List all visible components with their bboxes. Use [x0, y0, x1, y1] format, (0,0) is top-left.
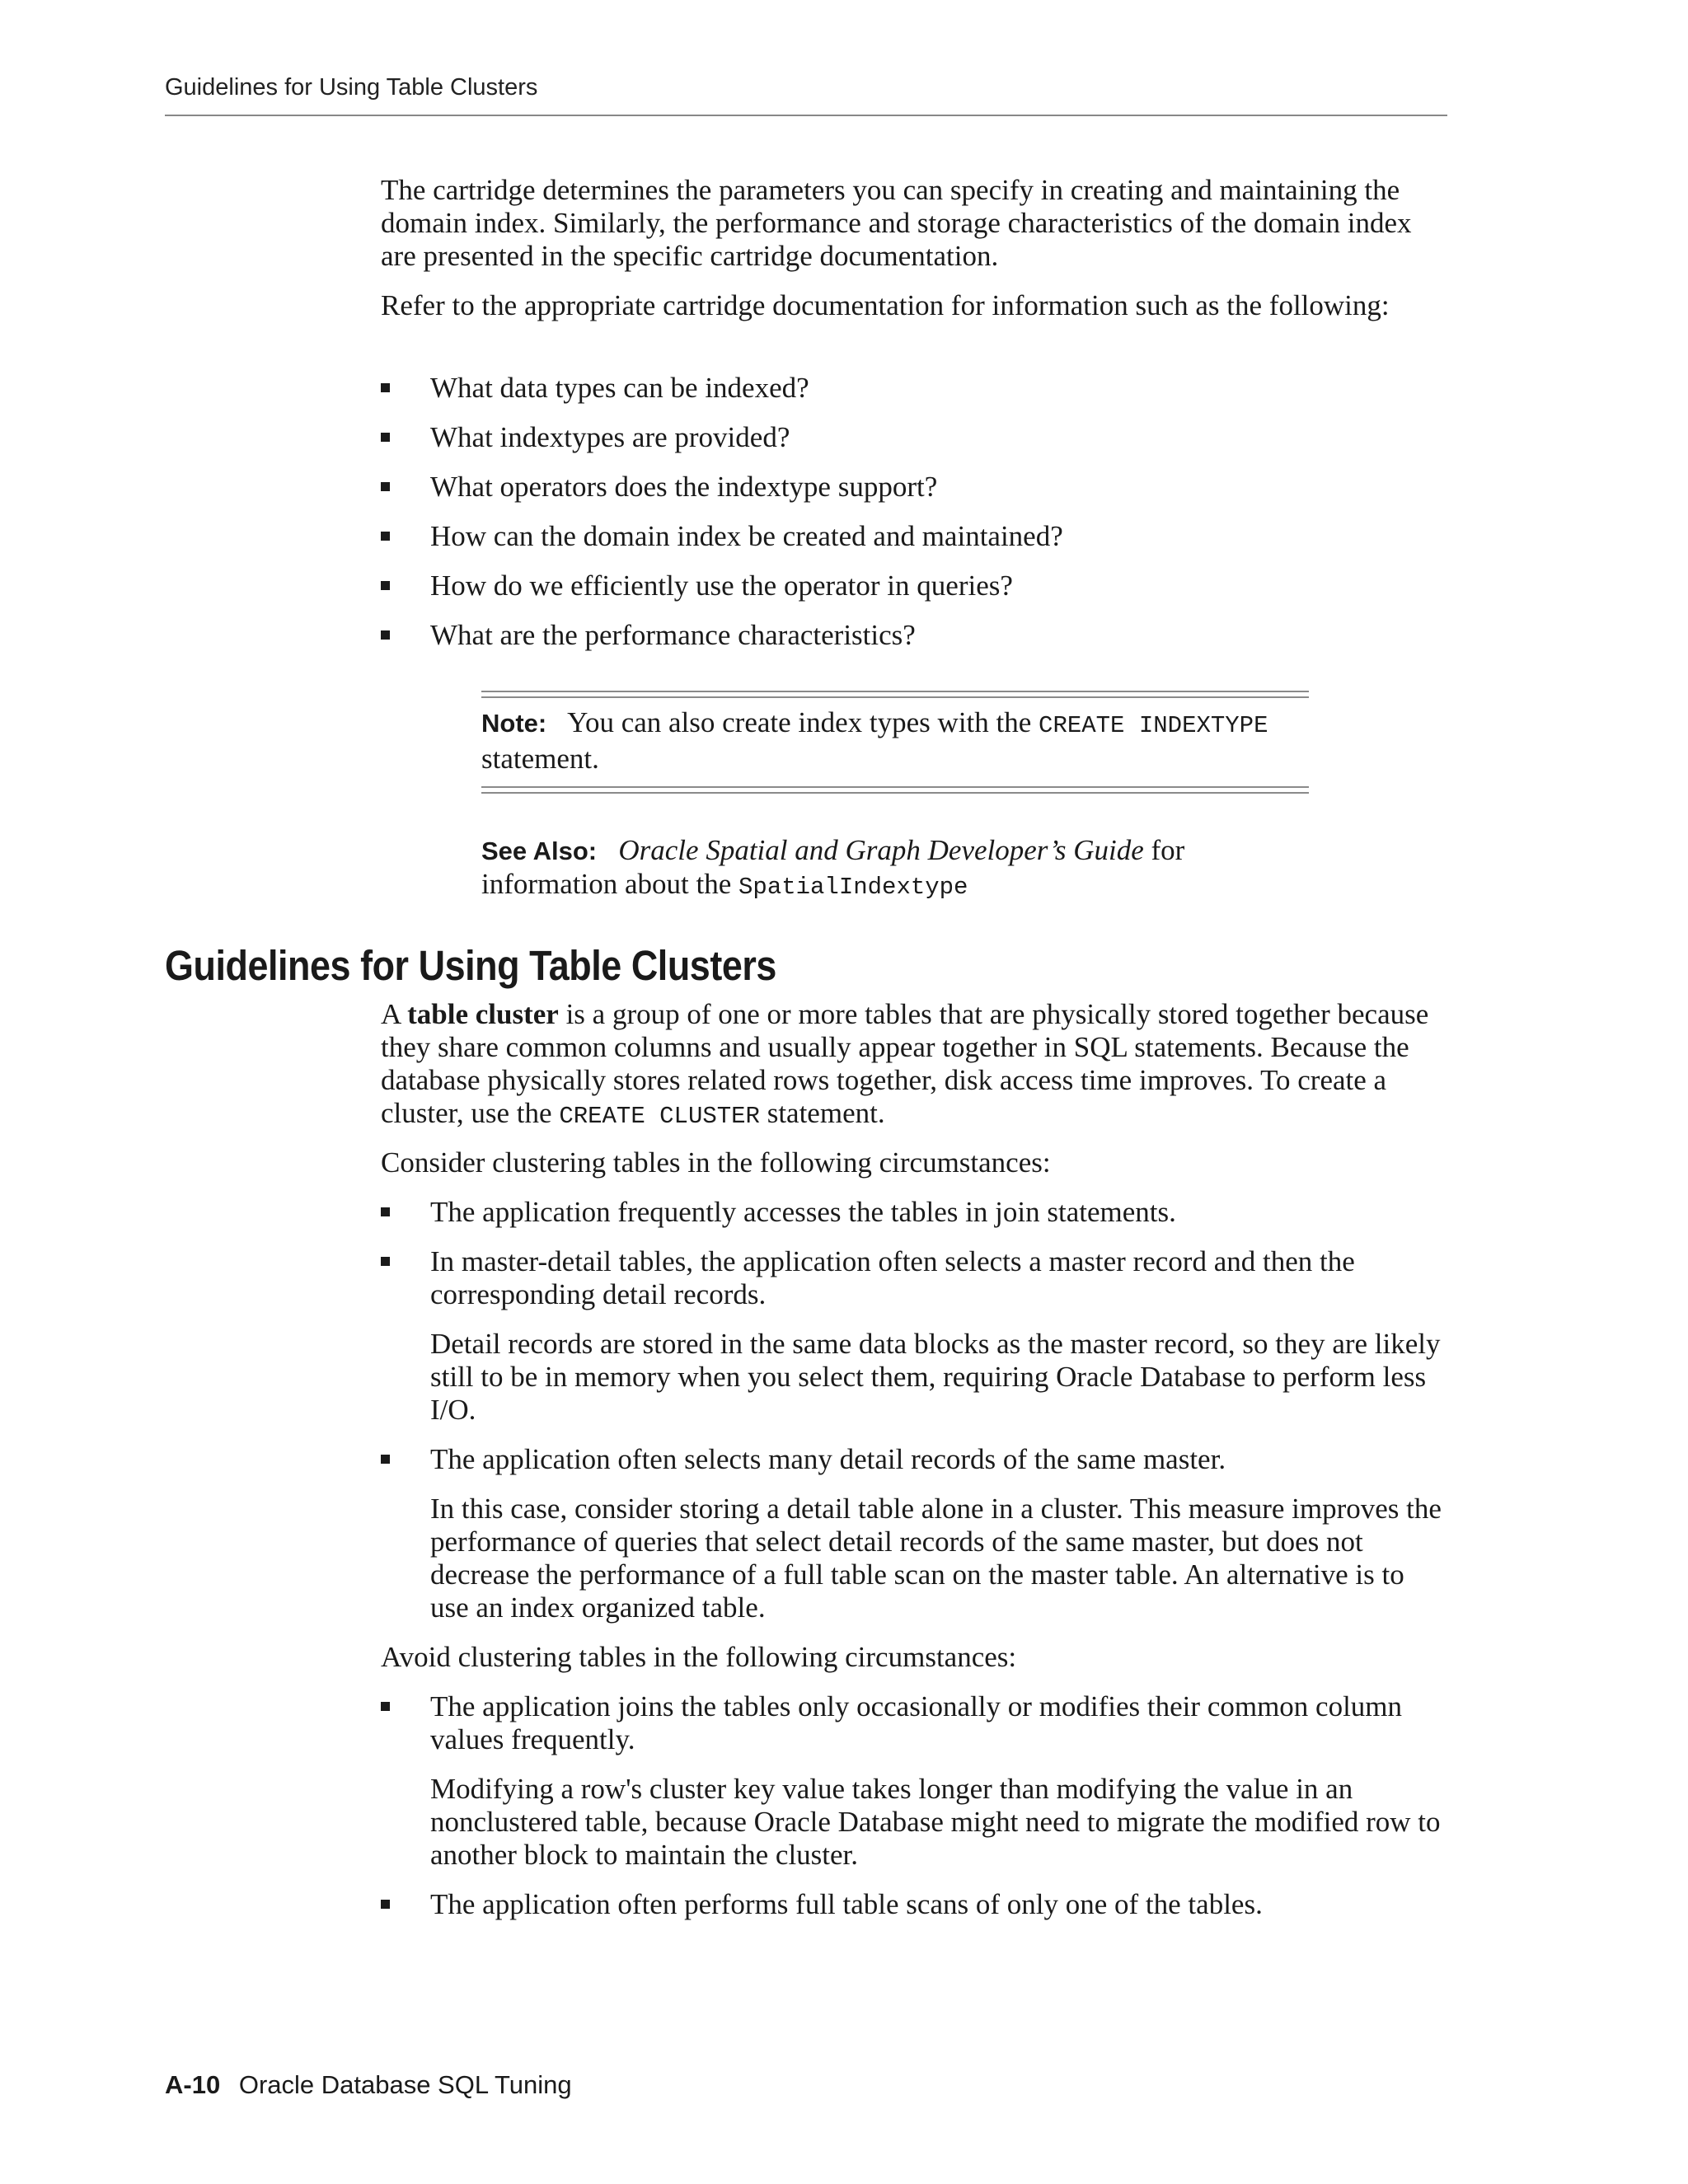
list-item-text: What operators does the indextype support?	[430, 471, 938, 503]
list-item-text: The application joins the tables only occasionally or modifies their common column values frequently.	[430, 1690, 1403, 1755]
see-also-box	[481, 834, 1309, 904]
bullet-icon	[381, 383, 390, 392]
list-item-text: The application frequently accesses the tables in join statements.	[430, 1196, 1176, 1228]
note-box	[481, 706, 1309, 776]
page-number: A-10	[165, 2070, 221, 2099]
bullet-icon	[381, 1207, 390, 1216]
list-item-text: What indextypes are provided?	[430, 421, 790, 453]
list-item-text: How do we efficiently use the operator in queries?	[430, 569, 1013, 602]
bullet-icon	[381, 482, 390, 491]
see-also-book-title: Oracle Spatial and Graph Developer’s Guide	[618, 834, 1144, 866]
code-create-cluster: CREATE CLUSTER	[559, 1103, 760, 1130]
avoid-text: Avoid clustering tables in the following circumstances:	[381, 1641, 1017, 1673]
detail-paragraph-1	[430, 1328, 1448, 1427]
header-rule	[165, 115, 1447, 116]
bullet-icon	[381, 433, 390, 442]
list-item-text: In master-detail tables, the application often selects a master record and then the corresponding detail records.	[430, 1245, 1355, 1310]
bullet-icon	[381, 581, 390, 590]
note-text: You can also create index types with the	[567, 706, 1032, 738]
section-paragraph-1	[381, 998, 1448, 1133]
page-footer	[165, 2070, 572, 2100]
bullet-icon	[381, 1455, 390, 1464]
note-code: CREATE INDEXTYPE	[1039, 712, 1268, 739]
detail-paragraph-1-text: Detail records are stored in the same data blocks as the master record, so they are likely still to be in memory when you select them, requiring Oracle Database to perform less I/O.	[430, 1328, 1441, 1426]
detail-paragraph-2-text: In this case, consider storing a detail table alone in a cluster. This measure improves the performance of queries that select detail records of the same master, but does not decrease the performance of a full table scan on the master table. An alternative is to use an index organized table.	[430, 1493, 1442, 1624]
bullet-icon	[381, 630, 390, 640]
note-text-end: statement.	[481, 743, 599, 775]
see-also-text: for	[1151, 834, 1185, 866]
intro-paragraph-2	[381, 289, 1448, 322]
bullet-icon	[381, 1900, 390, 1909]
book-title: Oracle Database SQL Tuning	[238, 2070, 572, 2099]
bullet-icon	[381, 1702, 390, 1711]
term-table-cluster: table cluster	[407, 998, 559, 1030]
avoid-detail-paragraph	[430, 1773, 1448, 1872]
list-item-text: How can the domain index be created and maintained?	[430, 520, 1063, 552]
list-item-text: What are the performance characteristics?	[430, 619, 916, 651]
section-heading: Guidelines for Using Table Clusters	[165, 942, 776, 989]
list-item-text: What data types can be indexed?	[430, 372, 809, 404]
paragraph-text: statement.	[767, 1097, 885, 1129]
bullet-icon	[381, 1257, 390, 1266]
avoid-detail-text: Modifying a row's cluster key value takes longer than modifying the value in an nonclustered table, because Oracle Database might need to migrate the modified row to another block to maintain the cluster.	[430, 1773, 1441, 1871]
see-also-label: See Also:	[481, 837, 598, 865]
paragraph-text: A	[381, 998, 401, 1030]
intro-paragraph-1-text: The cartridge determines the parameters you can specify in creating and maintaining the domain index. Similarly, the performance and storage characteristics of the domain index are presented in the specific cartridge documentation.	[381, 174, 1412, 272]
see-also-code: SpatialIndextype	[738, 874, 968, 901]
consider-text: Consider clustering tables in the following circumstances:	[381, 1146, 1051, 1179]
note-top-rule	[481, 691, 1309, 698]
bullet-icon	[381, 532, 390, 541]
list-item-text: The application often selects many detail records of the same master.	[430, 1443, 1226, 1475]
running-header: Guidelines for Using Table Clusters	[165, 74, 538, 101]
note-bottom-rule	[481, 786, 1309, 794]
paragraph-text: is a group of one or more tables that are physically stored together because they share common columns and usually appear together in SQL statements. Because the database physically stores related rows together, disk access time improves. To create a cluster, use the	[381, 998, 1429, 1129]
avoid-paragraph	[381, 1641, 1448, 1674]
consider-paragraph	[381, 1146, 1448, 1179]
intro-paragraph-1	[381, 174, 1448, 273]
detail-paragraph-2	[430, 1493, 1448, 1624]
list-item-text: The application often performs full table scans of only one of the tables.	[430, 1888, 1263, 1920]
note-label: Note:	[481, 709, 547, 738]
see-also-text-2: information about the	[481, 868, 732, 900]
intro-paragraph-2-text: Refer to the appropriate cartridge documentation for information such as the following:	[381, 289, 1390, 321]
